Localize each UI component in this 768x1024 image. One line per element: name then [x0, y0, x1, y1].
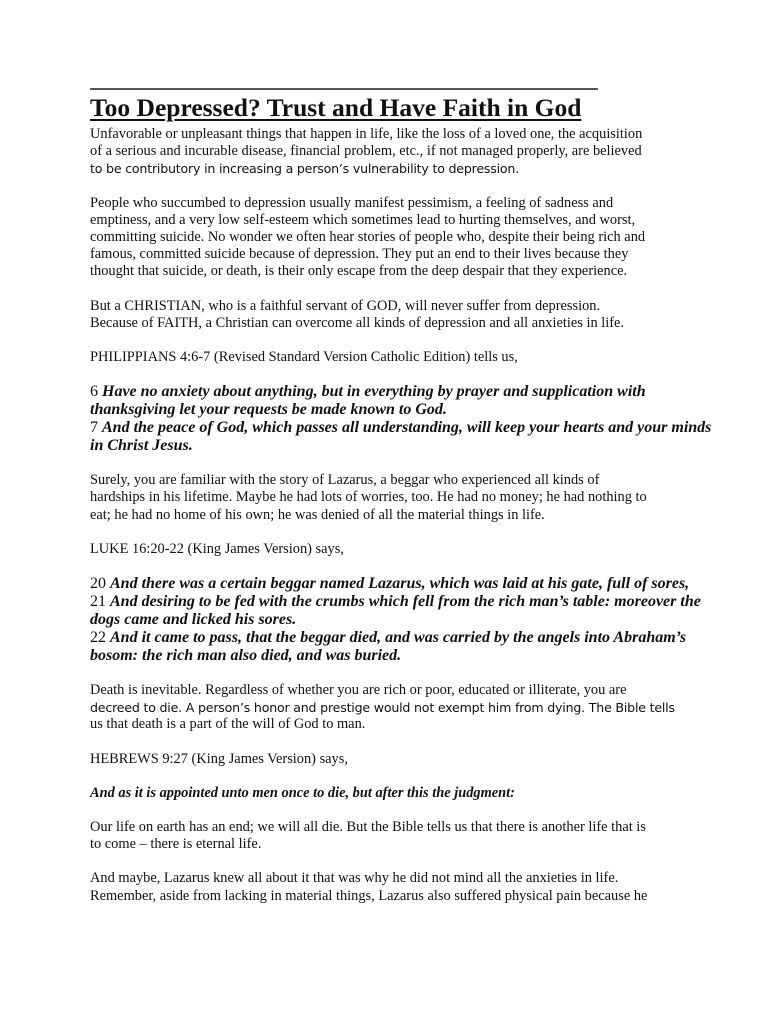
paragraph-luke-intro	[90, 541, 680, 558]
text-line: Death is inevitable. Regardless of whether you are rich or poor, educated or illiterate, you are	[90, 682, 627, 699]
text-line: of a serious and incurable disease, financial problem, etc., if not managed properly, are believed	[90, 143, 642, 160]
text-line: to be contributory in increasing a person’s vulnerability to depression.	[90, 161, 520, 177]
verse-number: 20	[90, 575, 106, 593]
text-line: Surely, you are familiar with the story of Lazarus, a beggar who experienced all kinds of	[90, 472, 600, 489]
paragraph-eternal-life	[90, 819, 680, 853]
verse-number: 21	[90, 593, 106, 611]
text-line: Remember, aside from lacking in material things, Lazarus also suffered physical pain because he	[90, 887, 648, 904]
verse-text: thanksgiving let your requests be made known to God.	[90, 401, 447, 419]
paragraph-intro	[90, 126, 680, 178]
text-line: decreed to die. A person’s honor and prestige would not exempt him from dying. The Bible tells	[90, 700, 675, 716]
text-line: thought that suicide, or death, is their only escape from the deep despair that they experience.	[90, 263, 628, 280]
text-line: Our life on earth has an end; we will all die. But the Bible tells us that there is another life that is	[90, 819, 646, 836]
verse-number: 6	[90, 383, 98, 401]
paragraph-philippians-intro	[90, 349, 680, 366]
text-line: us that death is a part of the will of God to man.	[90, 716, 366, 733]
verse-text: And there was a certain beggar named Lazarus, which was laid at his gate, full of sores,	[110, 575, 690, 593]
verse-text: And desiring to be fed with the crumbs which fell from the rich man’s table: moreover the	[110, 593, 701, 611]
text-line: PHILIPPIANS 4:6-7 (Revised Standard Version Catholic Edition) tells us,	[90, 349, 518, 366]
hebrews-verse	[90, 785, 680, 802]
paragraph-death	[90, 682, 680, 734]
text-line: Because of FAITH, a Christian can overcome all kinds of depression and all anxieties in life.	[90, 314, 625, 331]
verse	[90, 383, 680, 419]
verse-text: bosom: the rich man also died, and was buried.	[90, 647, 402, 665]
text-line: emptiness, and a very low self-esteem which sometimes lead to hurting themselves, and worst,	[90, 211, 636, 228]
philippians-verses	[90, 383, 712, 455]
document-page	[90, 88, 712, 922]
paragraph-christian	[90, 298, 680, 332]
verse-number: 7	[90, 419, 98, 437]
paragraph-hebrews-intro	[90, 751, 680, 768]
verse-number: 22	[90, 629, 106, 647]
text-line: hardships in his lifetime. Maybe he had lots of worries, too. He had no money; he had nothing to	[90, 489, 647, 506]
text-line: famous, committed suicide because of depression. They put an end to their lives because they	[90, 246, 629, 263]
text-line: HEBREWS 9:27 (King James Version) says,	[90, 750, 348, 767]
luke-verses	[90, 575, 701, 665]
paragraph-lazarus	[90, 472, 680, 524]
verse	[90, 419, 712, 455]
paragraph-depression	[90, 195, 680, 281]
text-line: And maybe, Lazarus knew all about it that was why he did not mind all the anxieties in life.	[90, 870, 619, 887]
verse-text: Have no anxiety about anything, but in everything by prayer and supplication with	[102, 383, 646, 401]
verse-text: And as it is appointed unto men once to die, but after this the judgment:	[90, 784, 515, 801]
verse-text: in Christ Jesus.	[90, 437, 193, 455]
text-line: committing suicide. No wonder we often hear stories of people who, despite their being rich and	[90, 229, 646, 246]
document-title: Too Depressed? Trust and Have Faith in God	[90, 93, 582, 122]
text-line: LUKE 16:20-22 (King James Version) says,	[90, 540, 344, 557]
verse	[90, 629, 687, 665]
verse-text: And it came to pass, that the beggar died, and was carried by the angels into Abraham’s	[110, 629, 687, 647]
paragraph-lazarus-knew	[90, 870, 680, 904]
text-line: Unfavorable or unpleasant things that happen in life, like the loss of a loved one, the acquisition	[90, 126, 643, 142]
text-line: eat; he had no home of his own; he was denied of all the material things in life.	[90, 506, 545, 523]
verse	[90, 593, 701, 629]
text-line: But a CHRISTIAN, who is a faithful servant of GOD, will never suffer from depression.	[90, 297, 601, 314]
verse-text: dogs came and licked his sores.	[90, 611, 297, 629]
verse-text: And the peace of God, which passes all understanding, will keep your hearts and your minds	[102, 419, 712, 437]
verse	[90, 575, 690, 593]
text-line: People who succumbed to depression usually manifest pessimism, a feeling of sadness and	[90, 194, 614, 211]
text-line: to come – there is eternal life.	[90, 836, 262, 853]
top-rule	[90, 88, 598, 90]
